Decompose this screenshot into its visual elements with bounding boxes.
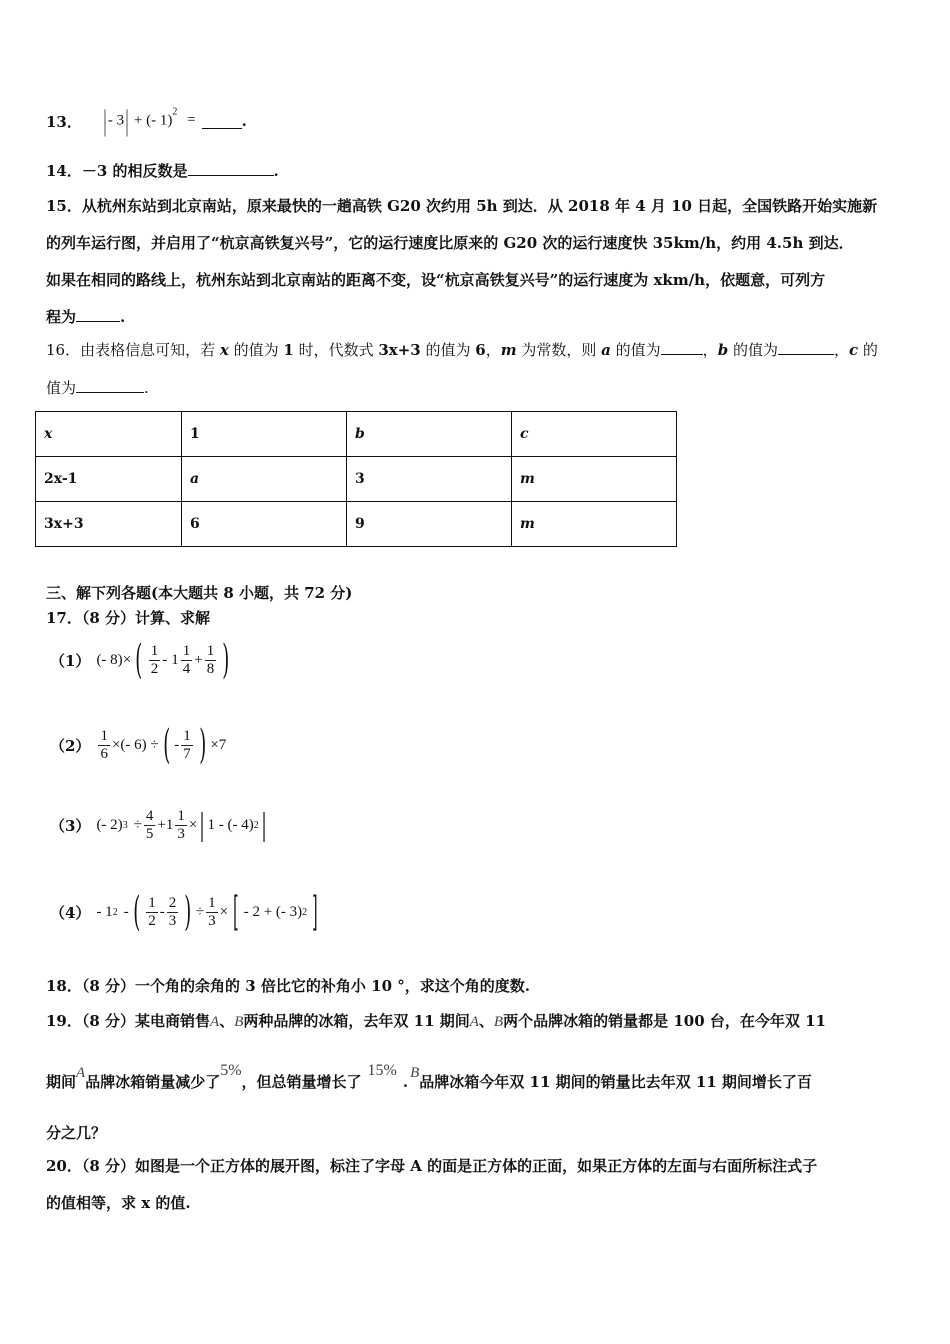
fraction: $\frac{1}{4}$: [182, 642, 191, 677]
fraction: $\frac{1}{6}$: [100, 727, 108, 762]
q14-answer-blank[interactable]: [188, 161, 274, 176]
fraction: $\frac{1}{3}$: [177, 808, 185, 842]
q15-line3: 如果在相同的路线上，杭州东站到北京南站的距离不变，设“杭京高铁复兴号”的运行速度为 xkm/h，依题意，可列方: [46, 271, 826, 289]
table-cell: 3x+3: [36, 502, 182, 547]
q13-expression: | - 3| + (- 1)$^2$ =: [103, 104, 196, 137]
table-cell: a: [182, 457, 347, 502]
q13: 13． | - 3| + (- 1)$^2$ = .: [46, 104, 247, 137]
q15-answer-blank[interactable]: [76, 307, 120, 322]
q14: 14．－3 的相反数是 .: [46, 162, 279, 180]
q13-number: 13．: [46, 112, 82, 131]
q17-part4: （4） - 1 2 - ( $\frac{1}{2}$ - $\frac{2}{3}$ ) ÷ $\frac{1}{3}$ × [ - 2 + (- 3) 2 ]: [50, 889, 318, 935]
table-row: [36, 412, 677, 457]
fraction: $\frac{1}{7}$: [183, 727, 191, 762]
fraction: $\frac{4}{5}$: [145, 808, 154, 842]
q16-b-blank[interactable]: [778, 340, 834, 355]
q17-part3: （3） (- 2) 3 ÷ $\frac{4}{5}$ +1 $\frac{1}{3}$ × | 1 - (- 4) 2 |: [50, 808, 267, 843]
q20-line1: 20．（8 分）如图是一个正方体的展开图，标注了字母 A 的面是正方体的正面，如果正方体的左面与右面所标注式子: [46, 1157, 818, 1175]
q19-line3: 分之几？: [46, 1124, 107, 1142]
q16-line1: 16．由表格信息可知，若 x 的值为 1 时，代数式 3x+3 的值为 6，m 为常数，则 a 的值为 ，b 的值为 ，c 的: [46, 341, 878, 359]
q20-line2: 的值相等，求 x 的值.: [46, 1194, 191, 1212]
q16-c-blank[interactable]: [76, 378, 144, 393]
table-cell: c: [512, 412, 677, 457]
fraction: $\frac{1}{2}$: [150, 642, 159, 677]
q16-line2: 值为 .: [46, 379, 149, 397]
q13-answer-blank[interactable]: [202, 114, 242, 129]
table-cell: 2x-1: [36, 457, 182, 502]
fraction: $\frac{1}{3}$: [208, 894, 216, 929]
table-cell: x: [36, 412, 182, 457]
q17-part2: （2） $\frac{1}{6}$ ×(- 6) ÷ ( - $\frac{1}{7}$ ) ×7: [50, 722, 227, 768]
table-row: [36, 457, 677, 502]
table-cell: 1: [182, 412, 347, 457]
q17-title: 17．（8 分）计算、求解: [46, 609, 211, 627]
q15-line1: 15．从杭州东站到北京南站，原来最快的一趟高铁 G20 次约用 5h 到达．从 2018 年 4 月 10 日起，全国铁路开始实施新: [46, 197, 878, 215]
table-cell: 6: [182, 502, 347, 547]
table-cell: m: [512, 502, 677, 547]
q15-line2: 的列车运行图，并启用了“杭京高铁复兴号”，它的运行速度比原来的 G20 次的运行速度快 35km/h，约用 4.5h 到达．: [46, 234, 854, 252]
q16-a-blank[interactable]: [661, 340, 703, 355]
section-3-title: 三、解下列各题(本大题共 8 小题，共 72 分): [46, 584, 353, 602]
table-cell: m: [512, 457, 677, 502]
table-row: [36, 502, 677, 547]
q19-line2: 期间A品牌冰箱销量减少了5%，但总销量增长了15%. B品牌冰箱今年双 11 期间的销量比去年双 11 期间增长了百: [46, 1062, 812, 1091]
q19-line1: 19．（8 分）某电商销售A、B两种品牌的冰箱，去年双 11 期间A、B两个品牌冰箱的销量都是 100 台，在今年双 11: [46, 1012, 826, 1030]
q15-line4: 程为 .: [46, 308, 126, 326]
table-cell: b: [347, 412, 512, 457]
info-table: [35, 411, 677, 547]
fraction: $\frac{1}{8}$: [206, 642, 215, 677]
table-cell: 3: [347, 457, 512, 502]
fraction: $\frac{1}{2}$: [148, 894, 156, 929]
fraction: $\frac{2}{3}$: [168, 894, 177, 929]
q17-part1: （1） (- 8) × ( $\frac{1}{2}$ - 1 $\frac{1}{4}$ + $\frac{1}{8}$ ): [50, 637, 230, 683]
q18: 18．（8 分）一个角的余角的 3 倍比它的补角小 10 °，求这个角的度数.: [46, 977, 530, 995]
table-cell: 9: [347, 502, 512, 547]
